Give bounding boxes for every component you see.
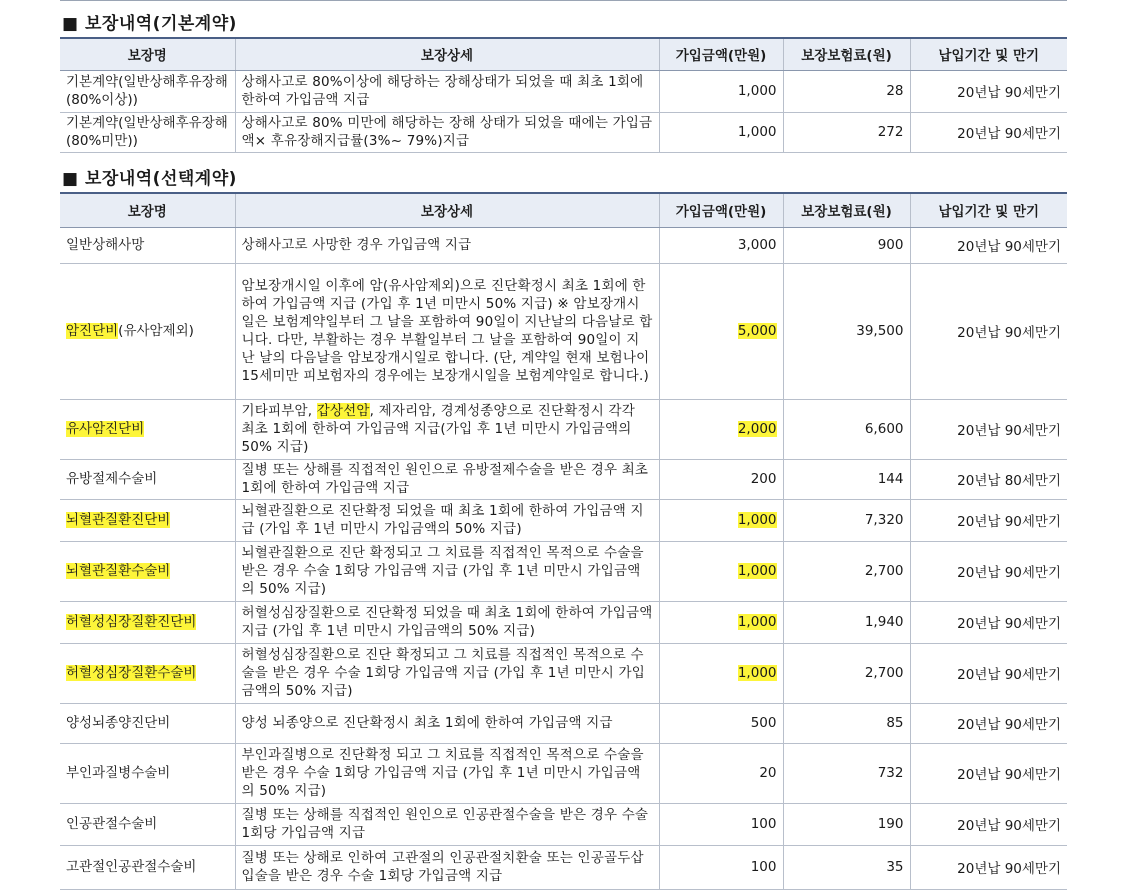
coverage-term: 20년납 90세만기 [910,227,1067,263]
table-row [60,459,1067,499]
coverage-detail: 허혈성심장질환으로 진단 확정되고 그 치료를 직접적인 목적으로 수술을 받은 경우 수술 1회당 가입금액 지급 (가입 후 1년 미만시 가입금액의 50% 지급) [235,643,659,703]
highlighted-amount: 1,000 [737,614,777,630]
coverage-detail: 암보장개시일 이후에 암(유사암제외)으로 진단확정시 최초 1회에 한하여 가입금액 지급 (가입 후 1년 미만시 50% 지급) ※ 암보장개시일은 보험계약일부터 그 날을 포함하여 90일이 지난날의 다음날로 합니다. 다만, 부활하는 경우 부활일부터 그 날을 포함하여 90일이 지난 날의 다음날을 암보장개시일로 합니다. (단, 계약일 현재 보험나이 15세미만 피보험자의 경우에는 보장개시일을 보험계약일로 합니다.) [235,263,659,399]
section-title-basic: ■ 보장내역(기본계약) [62,14,237,34]
highlighted-name: 허혈성심장질환진단비 [66,614,197,630]
coverage-name [60,643,235,703]
table-row [60,499,1067,541]
coverage-detail [235,399,659,459]
highlighted-amount: 1,000 [737,563,777,579]
coverage-name: 기본계약(일반상해후유장해(80%이상)) [60,70,235,112]
coverage-amount [659,541,783,601]
coverage-premium: 2,700 [783,541,910,601]
coverage-term: 20년납 90세만기 [910,70,1067,112]
table-row [60,541,1067,601]
coverage-term: 20년납 90세만기 [910,499,1067,541]
coverage-term: 20년납 90세만기 [910,703,1067,743]
table-row [60,803,1067,845]
coverage-detail: 부인과질병으로 진단확정 되고 그 치료를 직접적인 목적으로 수술을 받은 경우 수술 1회당 가입금액 지급 (가입 후 1년 미만시 가입금액의 50% 지급) [235,743,659,803]
highlighted-name: 뇌혈관질환수술비 [66,563,171,579]
name-suffix: (유사암제외) [118,323,194,339]
coverage-term: 20년납 90세만기 [910,112,1067,152]
coverage-detail: 양성 뇌종양으로 진단확정시 최초 1회에 한하여 가입금액 지급 [235,703,659,743]
coverage-amount: 3,000 [659,227,783,263]
coverage-premium: 2,700 [783,643,910,703]
coverage-amount: 200 [659,459,783,499]
coverage-detail: 질병 또는 상해로 인하여 고관절의 인공관절치환술 또는 인공골두삽입술을 받은 경우 수술 1회당 가입금액 지급 [235,845,659,889]
table-header-row [60,193,1067,227]
table-row [60,70,1067,112]
header-term: 납입기간 및 만기 [910,193,1067,227]
table-row [60,399,1067,459]
coverage-name: 양성뇌종양진단비 [60,703,235,743]
coverage-premium: 7,320 [783,499,910,541]
coverage-name: 일반상해사망 [60,227,235,263]
coverage-term: 20년납 90세만기 [910,803,1067,845]
table-row [60,643,1067,703]
optional-coverage-table [60,192,1067,890]
coverage-amount [659,601,783,643]
header-premium: 보장보험료(원) [783,38,910,70]
coverage-amount: 100 [659,845,783,889]
coverage-premium: 6,600 [783,399,910,459]
coverage-term: 20년납 90세만기 [910,845,1067,889]
coverage-term: 20년납 90세만기 [910,601,1067,643]
highlighted-name: 암진단비 [66,323,119,339]
table-row [60,112,1067,152]
coverage-premium: 85 [783,703,910,743]
header-coverage-detail: 보장상세 [235,38,659,70]
highlighted-detail: 갑상선암 [316,403,370,419]
coverage-name: 기본계약(일반상해후유장해(80%미만)) [60,112,235,152]
coverage-detail: 허혈성심장질환으로 진단확정 되었을 때 최초 1회에 한하여 가입금액 지급 (가입 후 1년 미만시 가입금액의 50% 지급) [235,601,659,643]
coverage-detail: 질병 또는 상해를 직접적인 원인으로 인공관절수술을 받은 경우 수술 1회당 가입금액 지급 [235,803,659,845]
coverage-name [60,399,235,459]
coverage-premium: 1,940 [783,601,910,643]
top-divider [60,0,1067,1]
header-amount: 가입금액(만원) [659,38,783,70]
coverage-term: 20년납 90세만기 [910,541,1067,601]
highlighted-name: 유사암진단비 [66,421,145,437]
table-row [60,263,1067,399]
highlighted-amount: 2,000 [737,421,777,437]
coverage-amount: 1,000 [659,70,783,112]
coverage-premium: 39,500 [783,263,910,399]
coverage-detail: 상해사고로 사망한 경우 가입금액 지급 [235,227,659,263]
coverage-name: 인공관절수술비 [60,803,235,845]
coverage-name: 부인과질병수술비 [60,743,235,803]
table-row [60,743,1067,803]
coverage-term: 20년납 90세만기 [910,643,1067,703]
highlighted-name: 허혈성심장질환수술비 [66,665,197,681]
coverage-premium: 272 [783,112,910,152]
coverage-premium: 35 [783,845,910,889]
coverage-amount: 1,000 [659,112,783,152]
highlighted-amount: 5,000 [737,323,777,339]
coverage-amount: 500 [659,703,783,743]
coverage-name [60,541,235,601]
header-coverage-name: 보장명 [60,193,235,227]
section-title-optional: ■ 보장내역(선택계약) [62,169,237,189]
coverage-detail: 질병 또는 상해를 직접적인 원인으로 유방절제수술을 받은 경우 최초 1회에 한하여 가입금액 지급 [235,459,659,499]
highlighted-amount: 1,000 [737,665,777,681]
coverage-name [60,263,235,399]
header-amount: 가입금액(만원) [659,193,783,227]
detail-part: 기타피부암, [241,403,317,419]
coverage-premium: 144 [783,459,910,499]
coverage-premium: 190 [783,803,910,845]
highlighted-name: 뇌혈관질환진단비 [66,512,171,528]
detail-part: , 제자리암, 경계성종양으로 진단확정시 각각 최초 1회에 한하여 가입금액 지급(가입 후 1년 미만시 가입금액의 50% 지급) [241,403,635,455]
header-coverage-name: 보장명 [60,38,235,70]
coverage-term: 20년납 90세만기 [910,263,1067,399]
header-premium: 보장보험료(원) [783,193,910,227]
coverage-name: 유방절제수술비 [60,459,235,499]
table-header-row [60,38,1067,70]
coverage-term: 20년납 90세만기 [910,399,1067,459]
coverage-amount [659,643,783,703]
coverage-name [60,499,235,541]
highlighted-amount: 1,000 [737,512,777,528]
table-row [60,845,1067,889]
table-row [60,601,1067,643]
table-row [60,227,1067,263]
coverage-premium: 732 [783,743,910,803]
coverage-amount [659,399,783,459]
basic-coverage-table [60,37,1067,153]
coverage-amount: 100 [659,803,783,845]
coverage-amount [659,263,783,399]
coverage-detail: 뇌혈관질환으로 진단 확정되고 그 치료를 직접적인 목적으로 수술을 받은 경우 수술 1회당 가입금액 지급 (가입 후 1년 미만시 가입금액의 50% 지급) [235,541,659,601]
coverage-detail: 상해사고로 80% 미만에 해당하는 장해 상태가 되었을 때에는 가입금액× 후유장해지급률(3%~ 79%)지급 [235,112,659,152]
coverage-premium: 900 [783,227,910,263]
coverage-name: 고관절인공관절수술비 [60,845,235,889]
coverage-premium: 28 [783,70,910,112]
coverage-term: 20년납 80세만기 [910,459,1067,499]
coverage-name [60,601,235,643]
coverage-amount: 20 [659,743,783,803]
coverage-detail: 뇌혈관질환으로 진단확정 되었을 때 최초 1회에 한하여 가입금액 지급 (가입 후 1년 미만시 가입금액의 50% 지급) [235,499,659,541]
header-coverage-detail: 보장상세 [235,193,659,227]
coverage-term: 20년납 90세만기 [910,743,1067,803]
table-row [60,703,1067,743]
coverage-amount [659,499,783,541]
header-term: 납입기간 및 만기 [910,38,1067,70]
coverage-detail: 상해사고로 80%이상에 해당하는 장해상태가 되었을 때 최초 1회에 한하여 가입금액 지급 [235,70,659,112]
